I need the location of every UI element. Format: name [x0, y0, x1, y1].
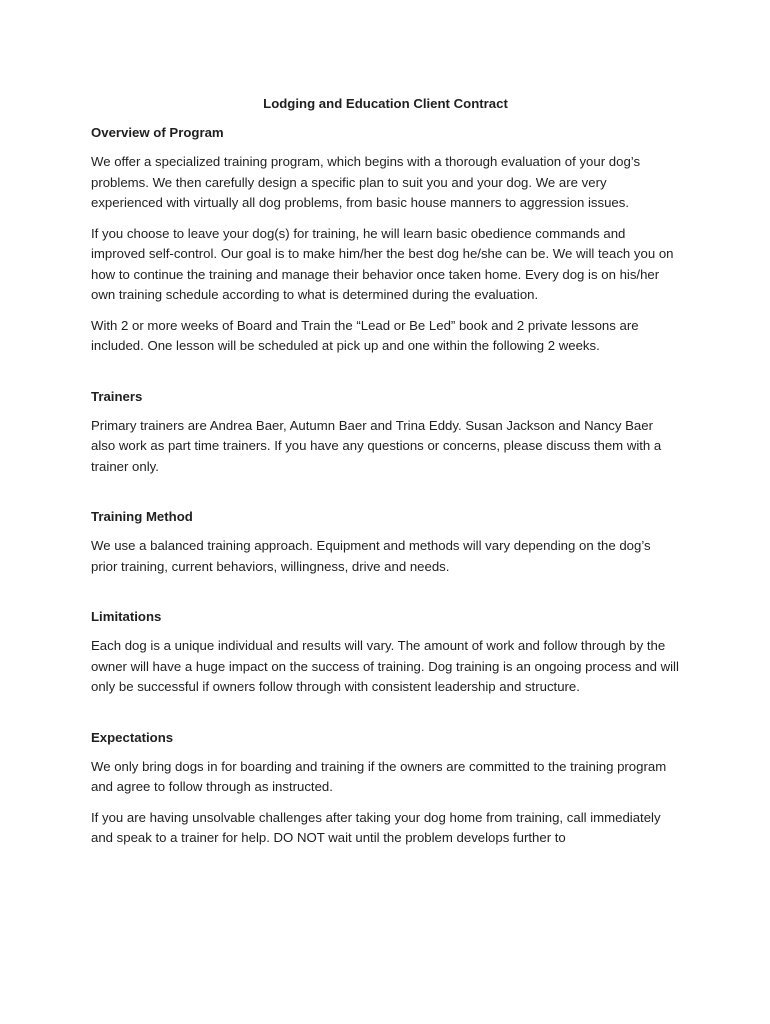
paragraph: We use a balanced training approach. Equipment and methods will vary depending on the dog’s prior training, current behaviors, willingness, drive and needs. [91, 538, 651, 574]
paragraph: Primary trainers are Andrea Baer, Autumn Baer and Trina Eddy. Susan Jackson and Nancy Baer also work as part time trainers. If you have any questions or concerns, please discuss them with a trainer only. [91, 417, 662, 474]
paragraph: We offer a specialized training program, which begins with a thorough evaluation of your dog’s problems. We then carefully design a specific plan to suit you and your dog. We are very experienced with virtually all dog problems, from basic house manners to aggression issues. [91, 154, 641, 210]
section-spacer [91, 708, 680, 728]
section-overview [91, 123, 680, 357]
section-expectations [91, 728, 680, 849]
paragraph: If you choose to leave your dog(s) for training, he will learn basic obedience commands and improved self-control. Our goal is to make him/her the best dog he/she can be. We will teach you on how to continue the training and manage their behavior once taken home. Every dog is on his/her own training schedule according to what is determined during the evaluation. [91, 225, 674, 302]
paragraph: Each dog is a unique individual and results will vary. The amount of work and follow through by the owner will have a huge impact on the success of training. Dog training is an ongoing process and will only be successful if owners follow through with consistent leadership and structure. [91, 638, 679, 694]
section-spacer [91, 487, 680, 507]
section-trainers [91, 387, 680, 478]
section-heading-limitations: Limitations [91, 609, 162, 624]
section-heading-overview: Overview of Program [91, 125, 224, 140]
section-heading-expectations: Expectations [91, 729, 174, 745]
paragraph: If you are having unsolvable challenges after taking your dog home from training, call immediately and speak to a trainer for help. DO NOT wait until the problem develops further to [91, 809, 661, 845]
section-spacer [91, 367, 680, 387]
section-spacer [91, 587, 680, 607]
document-title: Lodging and Education Client Contract [263, 96, 508, 111]
paragraph: With 2 or more weeks of Board and Train the “Lead or Be Led” book and 2 private lessons are included. One lesson will be scheduled at pick up and one within the following 2 weeks. [91, 317, 639, 353]
paragraph: We only bring dogs in for boarding and training if the owners are committed to the training program and agree to follow through as instructed. [91, 758, 667, 794]
section-limitations [91, 607, 680, 698]
section-training-method [91, 507, 680, 577]
section-heading-trainers: Trainers [91, 388, 143, 404]
section-heading-training-method: Training Method [91, 509, 193, 524]
